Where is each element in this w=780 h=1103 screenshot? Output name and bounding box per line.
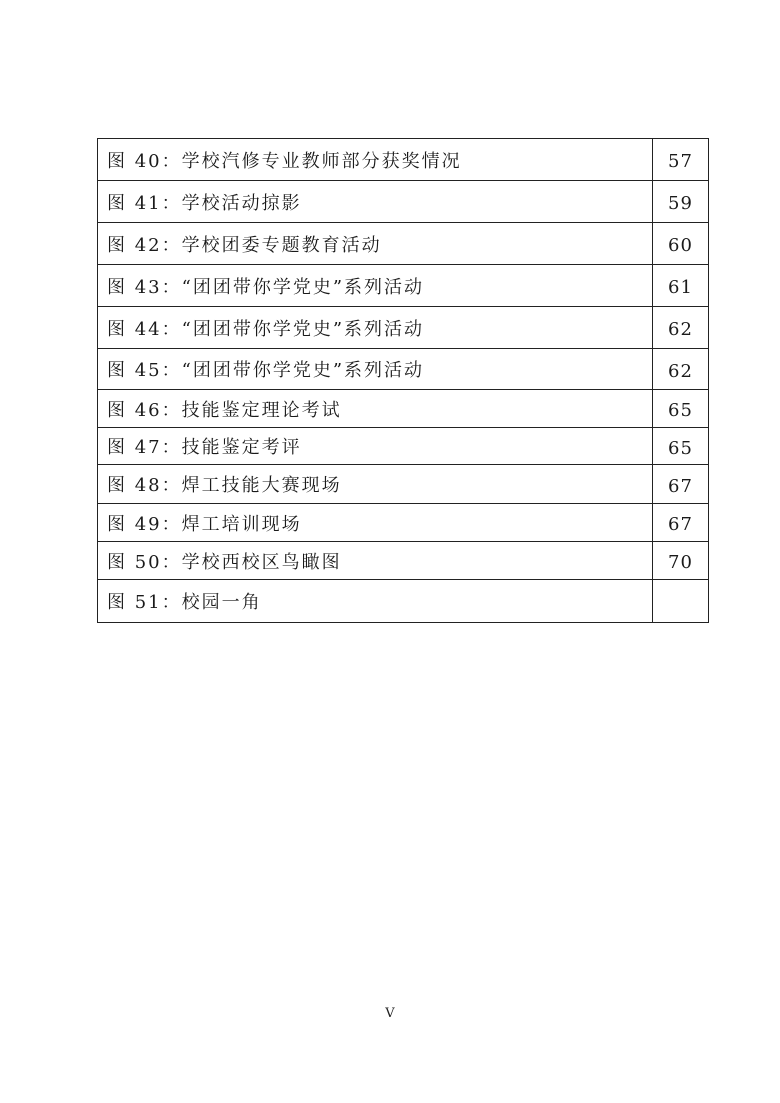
figure-page: 61 <box>653 265 709 307</box>
table-row <box>98 504 709 542</box>
page-number: V <box>385 1006 395 1021</box>
figure-page: 62 <box>653 349 709 390</box>
figure-page: 67 <box>653 465 709 504</box>
figure-page: 60 <box>653 223 709 265</box>
figure-list-table <box>97 138 709 623</box>
figure-page: 57 <box>653 139 709 181</box>
table-row <box>98 542 709 580</box>
figure-title: 图 40：学校汽修专业教师部分获奖情况 <box>98 139 653 181</box>
figure-title: 图 44：“团团带你学党史”系列活动 <box>98 307 653 349</box>
table-row <box>98 223 709 265</box>
figure-title: 图 48：焊工技能大赛现场 <box>98 465 653 504</box>
table-row <box>98 465 709 504</box>
figure-title: 图 45：“团团带你学党史”系列活动 <box>98 349 653 390</box>
table-row <box>98 580 709 623</box>
figure-title: 图 49：焊工培训现场 <box>98 504 653 542</box>
figure-title: 图 51：校园一角 <box>98 580 653 623</box>
figure-page: 59 <box>653 181 709 223</box>
table-row <box>98 139 709 181</box>
figure-title: 图 50：学校西校区鸟瞰图 <box>98 542 653 580</box>
figure-title: 图 43：“团团带你学党史”系列活动 <box>98 265 653 307</box>
table-row <box>98 307 709 349</box>
table-row <box>98 349 709 390</box>
table-row <box>98 390 709 428</box>
figure-page <box>653 580 709 623</box>
figure-title: 图 46：技能鉴定理论考试 <box>98 390 653 428</box>
figure-page: 65 <box>653 390 709 428</box>
figure-list-body <box>98 139 709 623</box>
figure-page: 70 <box>653 542 709 580</box>
figure-page: 67 <box>653 504 709 542</box>
table-row <box>98 181 709 223</box>
figure-title: 图 41：学校活动掠影 <box>98 181 653 223</box>
figure-page: 62 <box>653 307 709 349</box>
table-row <box>98 265 709 307</box>
table-row <box>98 428 709 465</box>
figure-title: 图 42：学校团委专题教育活动 <box>98 223 653 265</box>
figure-title: 图 47：技能鉴定考评 <box>98 428 653 465</box>
figure-page: 65 <box>653 428 709 465</box>
